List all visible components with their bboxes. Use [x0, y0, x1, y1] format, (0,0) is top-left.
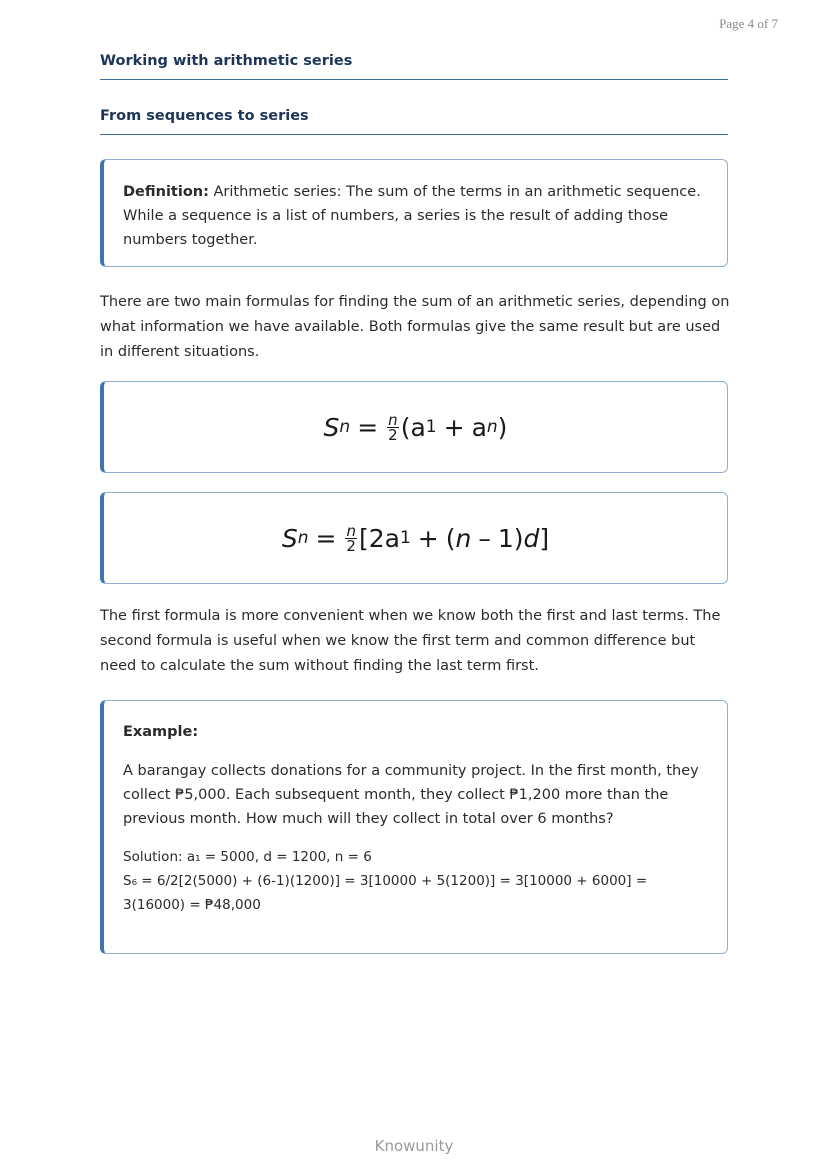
explanation-paragraph: The first formula is more convenient when we know both the first and last terms. The second formula is useful when we know the first term and common difference but need to calculate the sum without finding the last term first. — [100, 608, 721, 674]
f1-open: (a — [400, 412, 426, 442]
sum-formula-first-last: S n = $\frac{n}{2}$ (a 1 + a n ) — [323, 410, 508, 444]
f1-fraction: $\frac{n}{2}$ — [388, 410, 398, 444]
page-number: Page 4 of 7 — [719, 16, 778, 31]
formula-box-1 — [100, 381, 728, 473]
section-title: Working with arithmetic series — [100, 53, 728, 80]
f1-eq: = — [357, 412, 379, 442]
f2-tail: 1) — [497, 523, 524, 553]
f2-paren: ( — [445, 523, 456, 553]
definition-body: Arithmetic series: The sum of the terms in an arithmetic sequence. While a sequence is a list of numbers, a series is the result of adding those numbers together. — [123, 184, 701, 248]
f1-close: ) — [497, 412, 508, 442]
definition-label: Definition: — [123, 184, 209, 200]
example-title: Example: — [123, 724, 199, 740]
subsection-title: From sequences to series — [100, 108, 728, 135]
intro-paragraph: There are two main formulas for finding the sum of an arithmetic series, depending on what information we have available. Both formulas give the same result but are used in different situations. — [100, 294, 730, 360]
example-solution — [123, 845, 707, 917]
f2-open: [2a — [358, 523, 400, 553]
f2-close: ] — [539, 523, 550, 553]
formula-box-2 — [100, 492, 728, 584]
solution-given: Solution: a₁ = 5000, d = 1200, n = 6 — [123, 849, 372, 865]
definition-text — [123, 180, 707, 252]
f2-plus: + — [417, 523, 439, 553]
solution-work: S₆ = 6/2[2(5000) + (6-1)(1200)] = 3[10000 + 5(1200)] = 3[10000 + 6000] = 3(16000) = ₱48,000 — [123, 873, 648, 913]
sum-formula-difference: S n = $\frac{n}{2}$ [2a 1 + ( n – 1) d ] — [281, 521, 550, 555]
f2-minus: – — [478, 523, 491, 553]
f2-d: d — [523, 523, 540, 553]
f2-fraction: $\frac{n}{2}$ — [346, 521, 356, 555]
f1-lhs: S — [323, 412, 340, 442]
f1-plus: + — [443, 412, 465, 442]
example-box — [100, 700, 728, 954]
f1-a: a — [471, 412, 487, 442]
definition-box — [100, 159, 728, 267]
example-problem: A barangay collects donations for a community project. In the first month, they collect ₱5,000. Each subsequent month, they collect ₱1,200 more than the previous month. How much will they collect in total over 6 months? — [123, 763, 699, 827]
f2-n: n — [455, 523, 472, 553]
footer-brand: Knowunity — [374, 1137, 454, 1155]
f2-eq: = — [315, 523, 337, 553]
f2-lhs: S — [281, 523, 298, 553]
